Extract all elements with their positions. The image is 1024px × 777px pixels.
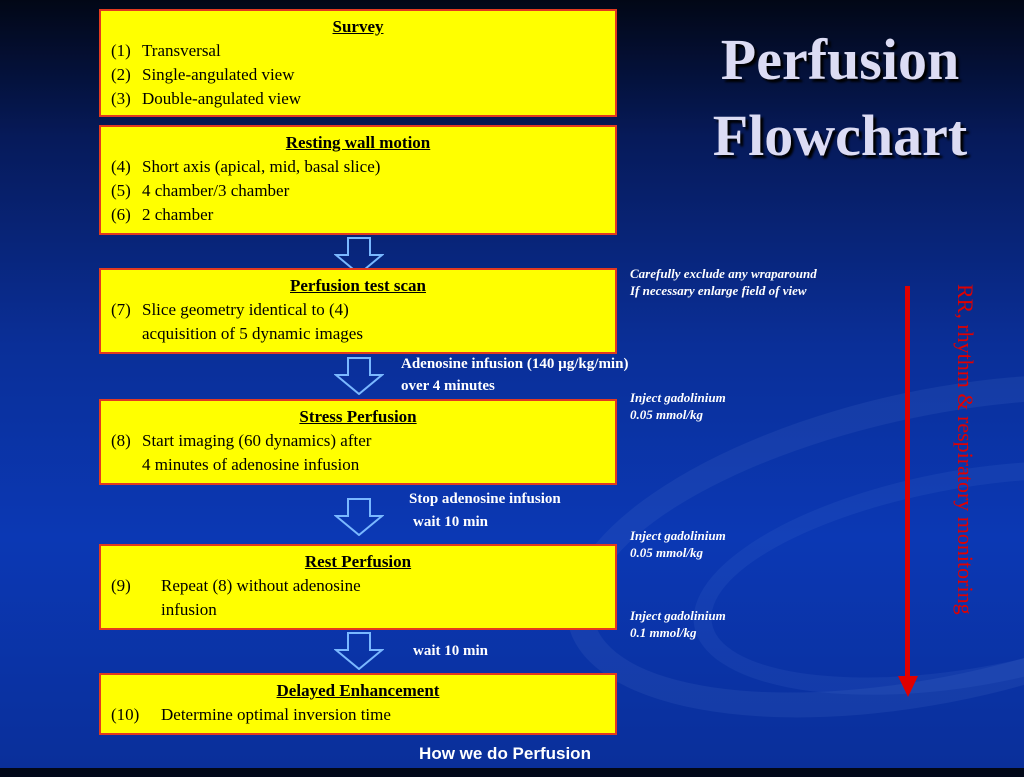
step-text-continuation: 4 minutes of adenosine infusion (142, 455, 360, 474)
gadolinium-note-line: Inject gadolinium (630, 528, 726, 543)
step-item (111, 574, 605, 598)
slide-title (690, 22, 990, 174)
step-box-rest-perfusion (99, 544, 617, 630)
step-item (111, 63, 605, 87)
step-text: 4 chamber/3 chamber (142, 181, 290, 200)
step-item (111, 155, 605, 179)
step-heading: Delayed Enhancement (276, 681, 440, 700)
step-number: (4) (111, 157, 131, 176)
gadolinium-note (630, 607, 726, 641)
wraparound-note-line: If necessary enlarge field of view (630, 283, 807, 298)
step-number: (2) (111, 65, 131, 84)
step-heading: Stress Perfusion (299, 407, 417, 426)
step-text-continuation: infusion (161, 600, 217, 619)
step-item (111, 87, 605, 111)
wait-note: wait 10 min (413, 514, 488, 530)
step-number: (6) (111, 205, 131, 224)
step-heading: Perfusion test scan (290, 276, 426, 295)
step-number: (3) (111, 89, 131, 108)
step-number: (5) (111, 181, 131, 200)
step-text: Short axis (apical, mid, basal slice) (142, 157, 381, 176)
step-box-perfusion-test-scan (99, 268, 617, 354)
down-arrow-icon (334, 498, 384, 536)
adenosine-note-line: Adenosine infusion (140 µg/kg/min) (401, 356, 629, 372)
step-text: Determine optimal inversion time (161, 705, 391, 724)
step-item (111, 39, 605, 63)
step-number: (9) (111, 576, 131, 595)
step-heading: Resting wall motion (285, 133, 431, 152)
step-text: Start imaging (60 dynamics) after (142, 431, 372, 450)
gadolinium-dose: 0.05 mmol/kg (630, 545, 703, 560)
gadolinium-dose: 0.1 mmol/kg (630, 625, 697, 640)
step-item (111, 179, 605, 203)
gadolinium-note (630, 527, 726, 561)
step-text: Transversal (142, 41, 221, 60)
slide-title-line: Flowchart (712, 103, 968, 168)
step-text: Double-angulated view (142, 89, 302, 108)
step-number: (10) (111, 705, 140, 724)
step-text: Slice geometry identical to (4) (142, 300, 349, 319)
step-box-delayed-enhancement (99, 673, 617, 735)
gadolinium-note-line: Inject gadolinium (630, 390, 726, 405)
wraparound-note-line: Carefully exclude any wraparound (630, 266, 817, 281)
monitoring-label: RR, rhythm & respiratory monitoring (953, 284, 978, 615)
step-box-resting-wall-motion (99, 125, 617, 235)
step-text: Repeat (8) without adenosine (161, 576, 361, 595)
step-box-survey (99, 9, 617, 117)
slide-footer: How we do Perfusion (419, 744, 591, 763)
step-item (111, 703, 605, 727)
step-number: (7) (111, 300, 131, 319)
step-text-continuation: acquisition of 5 dynamic images (142, 324, 363, 343)
step-number: (1) (111, 41, 131, 60)
step-text: Single-angulated view (142, 65, 295, 84)
down-arrow-icon (334, 357, 384, 395)
monitoring-arrow-icon (896, 286, 920, 698)
step-heading: Survey (332, 17, 384, 36)
gadolinium-note (630, 389, 726, 423)
adenosine-note (401, 353, 628, 397)
gadolinium-dose: 0.05 mmol/kg (630, 407, 703, 422)
step-number: (8) (111, 431, 131, 450)
step-heading: Rest Perfusion (304, 552, 412, 571)
stop-adenosine-note: Stop adenosine infusion (409, 491, 561, 507)
step-text: 2 chamber (142, 205, 214, 224)
step-item (111, 429, 605, 453)
gadolinium-note-line: Inject gadolinium (630, 608, 726, 623)
adenosine-note-line: over 4 minutes (401, 378, 495, 394)
step-item (111, 203, 605, 227)
down-arrow-icon (334, 632, 384, 670)
slide-title-line: Perfusion (720, 27, 960, 92)
step-box-stress-perfusion (99, 399, 617, 485)
step-item (111, 298, 605, 322)
wraparound-note (630, 265, 817, 299)
wait-note: wait 10 min (413, 643, 488, 659)
